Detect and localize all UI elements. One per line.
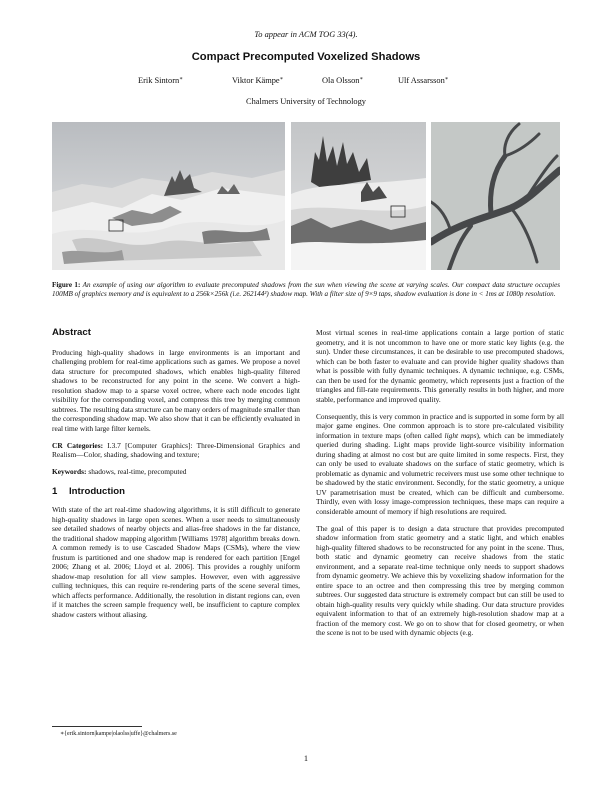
author-mark: ∗ bbox=[359, 76, 364, 82]
castle-image bbox=[291, 122, 426, 270]
figure-panel-branches bbox=[431, 122, 560, 270]
venue-line: To appear in ACM TOG 33(4). bbox=[254, 30, 358, 39]
left-column bbox=[52, 328, 300, 627]
footnote: ∗{erik.sintorn|kampe|olaolss|uffe}@chalmers.se bbox=[60, 731, 177, 737]
cr-label: CR Categories: bbox=[52, 440, 104, 450]
author-2 bbox=[232, 76, 283, 85]
author-name: Viktor Kämpe bbox=[232, 76, 280, 85]
caption-text: An example of using our algorithm to evaluate precomputed shadows from the sun when viewing the scene at varying scales. Our compact data structure occupies 100MB of graphics memory and is equivalent to a 256k×256k (i.e. 262144²) shadow map. With a filter size of 9×9 taps, shadow evaluation is done in < 1ms at 1080p resolution. bbox=[52, 281, 560, 299]
right-paragraph-1: Most virtual scenes in real-time applications contain a large portion of static geometry, and it is not uncommon to have one or more static key lights (e.g. the sun). Under these circumstances, it can be desirable to use precomputed shadows, which can be both faster to evaluate and can provide higher quality shadows than what is possible with fully dynamic techniques. A dynamic technique, e.g. CSMs, can then be used for the dynamic geometry, which represents just a fraction of the triangles and fill-rate requirements. This generally results in both higher, and more stable, performance and improved quality. bbox=[316, 328, 564, 404]
cr-text: I.3.7 [Computer Graphics]: Three-Dimensional Graphics and Realism—Color, shading, shadowing and texture; bbox=[52, 440, 300, 459]
p2-end: ), which can be immediately queried during shading. Light maps provide light-source visibility information during shading at almost no cost but are quite limited in some respects. First, they can only be used to evaluate shadows on the surface of static geometry, which is problematic as dynamic and volumetric receivers must use some other technique to be shadowed by the static environment. Secondly, for the static geometry, a unique UV parametrisation must be created, which can be difficult and cumbersome. Thirdly, even with lossy image-compression techniques, these maps can require a considerable amount of memory if high resolutions are required. bbox=[316, 430, 564, 516]
author-3 bbox=[322, 76, 363, 85]
cr-categories bbox=[52, 441, 300, 460]
keywords-label: Keywords: bbox=[52, 467, 87, 476]
caption-label: Figure 1: bbox=[52, 281, 81, 289]
abstract-heading: Abstract bbox=[52, 327, 91, 338]
affiliation: Chalmers University of Technology bbox=[246, 97, 366, 106]
p2-emphasis: light maps bbox=[444, 430, 477, 440]
figure-panel-landscape bbox=[52, 122, 285, 270]
footnote-rule bbox=[52, 726, 142, 727]
right-column bbox=[316, 328, 564, 645]
paper-title: Compact Precomputed Voxelized Shadows bbox=[191, 51, 421, 63]
author-mark: ∗ bbox=[444, 76, 449, 82]
author-4 bbox=[398, 76, 449, 85]
section-number: 1 bbox=[52, 485, 58, 497]
figure-caption bbox=[52, 281, 560, 300]
author-name: Erik Sintorn bbox=[138, 76, 180, 85]
intro-heading bbox=[52, 487, 300, 497]
intro-paragraph: With state of the art real-time shadowing algorithms, it is still difficult to generate high-quality shadows in large open scenes. When a user needs to simultaneously see detailed shadows of nearby objects and alias-free shadows in the far distance, the traditional shadow mapping algorithm [Williams 1978] algorithm breaks down. A common remedy is to use Cascaded Shadow Maps (CSMs), where the view frustum is partitioned and one shadow map is rendered for each partition [Engel 2006; Zhang et al. 2006; Lloyd et al. 2006]. This provides a roughly uniform shadow-map resolution for all view samples. However, even with aggressive culling techniques, this can require re-rendering parts of the scene several times, which affects performance. Additionally, the resolution in distant regions can, even if it matches the screen sample frequency well, be insufficient to capture complex shadow casters without aliasing. bbox=[52, 505, 300, 619]
abstract-text: Producing high-quality shadows in large environments is an important and challenging problem for real-time applications such as games. We propose a novel data structure for precomputed shadows, which enables high-quality filtered shadows to be reconstructed for any point in the scene. We convert a high-resolution shadow map to a sparse voxel octree, where each node encodes light visibility for the corresponding voxel, and compress this tree by merging common subtrees. The resulting data structure can be many orders of magnitude smaller than the corresponding shadow map. We also show that it can be efficiently evaluated in real time with large filter kernels. bbox=[52, 347, 300, 433]
figure-panel-castle bbox=[291, 122, 426, 270]
page-number: 1 bbox=[303, 754, 309, 763]
author-mark: ∗ bbox=[179, 76, 183, 82]
p2-start: Consequently, this is very common in practice and is supported in some form by all major game engines. One common approach is to store pre-calculated visibility information in texture maps (often called bbox=[316, 411, 564, 440]
keywords bbox=[52, 467, 300, 477]
author-name: Ulf Assarsson bbox=[398, 76, 445, 85]
keywords-text: shadows, real-time, precomputed bbox=[88, 467, 187, 476]
right-paragraph-2 bbox=[316, 412, 564, 517]
right-paragraph-3: The goal of this paper is to design a data structure that provides precomputed shadow information from static geometry and a static light, and which enables high-quality filtered shadows to be reconstructed for any point in the scene. Thus, both static and dynamic geometry can receive shadows from the static environment, and a separate real-time technique only needs to support shadows from dynamic geometry. We achieve this by voxelizing shadow information for the entire space to an octree and then compressing this tree by merging common subtrees. Our suggested data structure is extremely compact but can still be used to obtain high-quality results very quickly while shading. Our data structure provides equivalent information to that of an extremely high-resolution shadow map at a fraction of the memory cost. We go on to show that for closed geometry, or when the scene is not to be used with dynamic objects (e.g. bbox=[316, 523, 564, 637]
branch-shadow-image bbox=[431, 122, 560, 270]
landscape-image bbox=[52, 122, 285, 270]
author-mark: ∗ bbox=[279, 76, 284, 82]
section-title: Introduction bbox=[69, 485, 125, 497]
author-name: Ola Olsson bbox=[322, 76, 360, 85]
author-1 bbox=[138, 76, 183, 85]
